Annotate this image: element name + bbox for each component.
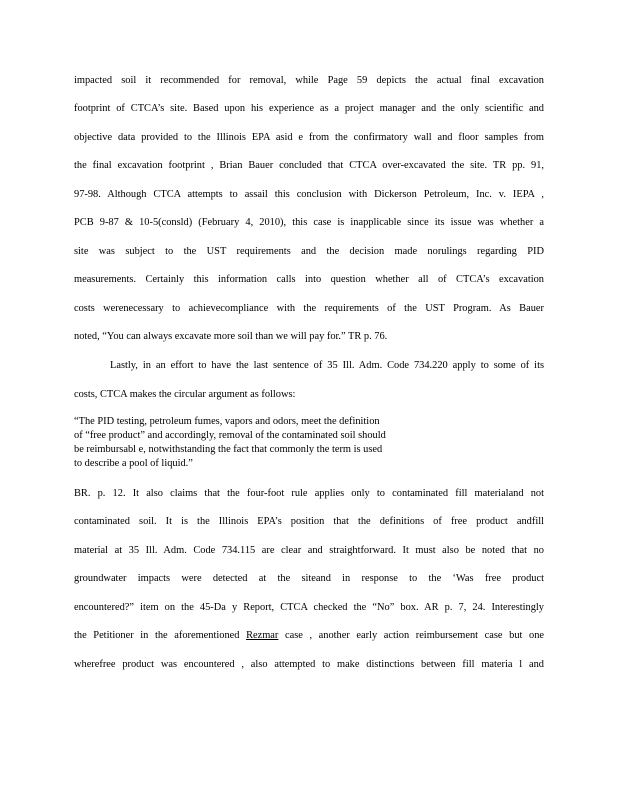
body-text-line: costs werenecessary to achievecompliance with the requirements of the UST Program. As Bauer [74, 303, 544, 314]
text-segment: the Petitioner in the aforementioned [74, 630, 247, 641]
body-text-line: Lastly, in an effort to have the last sentence of 35 Ill. Adm. Code 734.220 apply to some of its [110, 360, 544, 371]
body-text-line: the final excavation footprint , Brian Bauer concluded that CTCA over-excavated the site. TR pp. 91, [74, 160, 544, 171]
body-text-line: costs, CTCA makes the circular argument as follows: [74, 389, 296, 400]
body-text-line: 97-98. Although CTCA attempts to assail this conclusion with Dickerson Petroleum, Inc. v. IEPA , [74, 189, 544, 200]
body-text-line: BR. p. 12. It also claims that the four-foot rule applies only to contaminated fill materialand not [74, 488, 544, 499]
block-quote-line: to describe a pool of liquid.” [74, 458, 193, 469]
block-quote-line: “The PID testing, petroleum fumes, vapors and odors, meet the definition [74, 416, 380, 427]
body-text-line: wherefree product was encountered , also attempted to make distinctions between fill materia l and [74, 659, 544, 670]
body-text-line [74, 629, 544, 642]
case-name-underlined: Rezmar [246, 630, 279, 641]
text-segment: case , another early action reimbursement case but one [278, 630, 545, 641]
block-quote-line: be reimbursabl e, notwithstanding the fact that commonly the term is used [74, 444, 383, 455]
body-text-line: footprint of CTCA’s site. Based upon his experience as a project manager and the only scientific and [74, 103, 544, 114]
body-text-line: material at 35 Ill. Adm. Code 734.115 are clear and straightforward. It must also be noted that no [74, 545, 544, 556]
body-text-line: PCB 9-87 & 10-5(consld) (February 4, 2010), this case is inapplicable since its issue was whether a [74, 217, 544, 228]
body-text-line: objective data provided to the Illinois EPA asid e from the confirmatory wall and floor samples from [74, 132, 544, 143]
body-text-line: impacted soil it recommended for removal, while Page 59 depicts the actual final excavation [74, 75, 544, 86]
body-text-line: contaminated soil. It is the Illinois EPA’s position that the definitions of free product andfill [74, 516, 544, 527]
body-text-line: measurements. Certainly this information calls into question whether all of CTCA’s excavation [74, 274, 544, 285]
body-text-line: encountered?” item on the 45-Da y Report, CTCA checked the “No” box. AR p. 7, 24. Interestingly [74, 602, 544, 613]
block-quote-line: of “free product” and accordingly, removal of the contaminated soil should [74, 430, 386, 441]
body-text-line: site was subject to the UST requirements and the decision made norulings regarding PID [74, 246, 544, 257]
body-text-line: noted, “You can always excavate more soil than we will pay for.” TR p. 76. [74, 331, 388, 342]
body-text-line: groundwater impacts were detected at the siteand in response to the ‘Was free product [74, 573, 544, 584]
